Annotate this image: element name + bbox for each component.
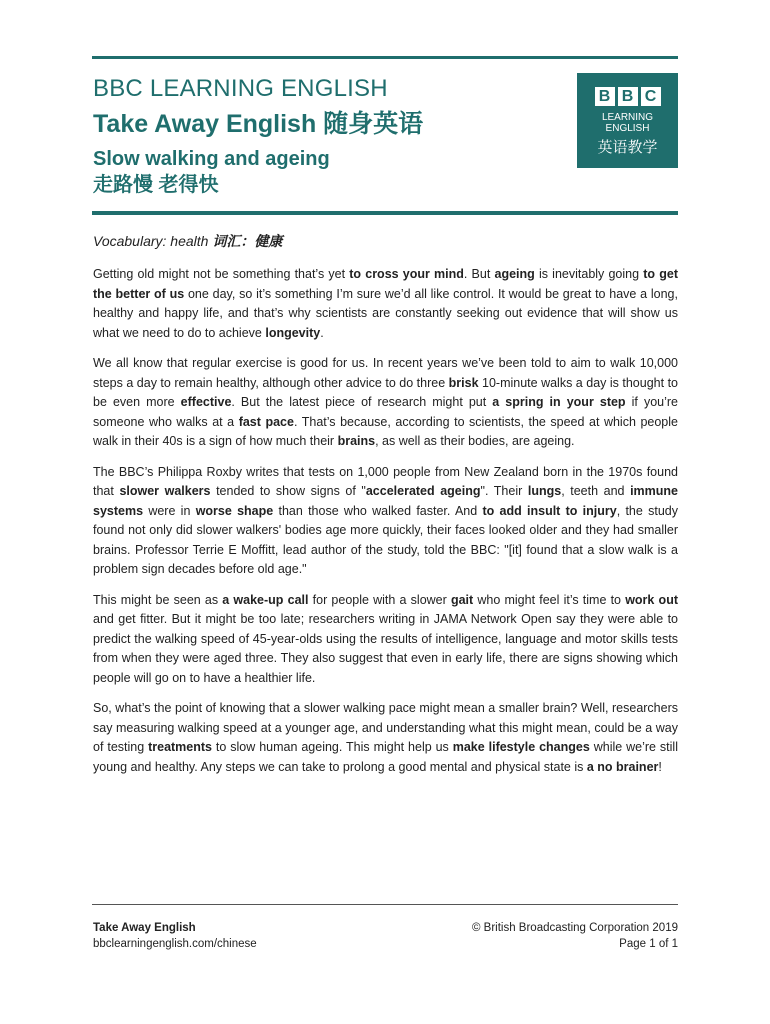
logo-letter: B — [618, 87, 638, 106]
vocabulary-heading — [93, 231, 282, 251]
article-paragraph — [93, 591, 678, 689]
paragraph-text: who might feel it’s time to — [473, 592, 626, 607]
vocabulary-term: accelerated ageing — [365, 484, 481, 498]
vocabulary-term: brains — [337, 434, 376, 448]
vocabulary-term: make lifestyle changes — [452, 740, 590, 754]
footer-right — [472, 920, 678, 952]
episode-title-en: Slow walking and ageing — [93, 148, 330, 170]
paragraph-text: than those who walked faster. And — [273, 503, 483, 518]
vocabulary-term: to get the better of us — [93, 267, 678, 301]
vocabulary-term: slower walkers — [119, 484, 211, 498]
logo-letter: C — [641, 87, 661, 106]
paragraph-text: So, what’s the point of knowing that a slower walking pace might mean a smaller brain? Well, researchers say measuring walking speed at a younger age, and understanding what this might mean, could be a way of testing — [93, 701, 678, 754]
paragraph-text: . But the latest piece of research might put — [231, 395, 493, 409]
paragraph-text: We all know that regular exercise is good for us. In recent years we’ve been told to aim to walk 10,000 steps a day to remain healthy, although other advice to do three — [93, 356, 678, 390]
vocabulary-term: gait — [450, 592, 474, 607]
paragraph-text: to slow human ageing. This might help us — [212, 740, 453, 754]
episode-title-zh: 走路慢 老得快 — [93, 174, 219, 196]
paragraph-text: is inevitably going — [534, 267, 644, 281]
paragraph-text: ! — [658, 759, 662, 774]
vocabulary-term: ageing — [494, 267, 535, 281]
logo-chinese: 英语教学 — [597, 139, 658, 156]
brand-title: BBC LEARNING ENGLISH — [93, 75, 388, 102]
article-body — [93, 265, 678, 788]
vocabulary-term: a wake-up call — [222, 592, 309, 607]
header-rule — [92, 211, 678, 215]
article-paragraph — [93, 699, 678, 777]
footer-page-number: Page 1 of 1 — [619, 938, 678, 950]
paragraph-text: 10-minute walks a day is thought to be even more — [93, 375, 678, 409]
paragraph-text: , teeth and — [561, 484, 631, 498]
footer-title: Take Away English — [93, 922, 196, 934]
logo-letter: B — [595, 87, 615, 106]
paragraph-text: This might be seen as — [93, 592, 223, 607]
paragraph-text: . — [320, 325, 324, 340]
header — [93, 74, 563, 198]
paragraph-text: Getting old might not be something that’s yet — [93, 267, 350, 281]
vocabulary-term: work out — [625, 592, 678, 607]
article-paragraph — [93, 265, 678, 343]
series-title: Take Away English 随身英语 — [93, 110, 424, 138]
article-paragraph — [93, 354, 678, 452]
paragraph-text: if you’re someone who walks at a — [93, 395, 678, 429]
vocabulary-label: Vocabulary: health — [93, 233, 213, 249]
paragraph-text: while we’re still young and healthy. Any steps we can take to prolong a good mental and physical state is — [93, 740, 678, 774]
paragraph-text: one day, so it’s something I’m sure we’d all like control. It would be great to have a long, healthy and happy life, and that’s why scientists are constantly seeking out evidence that will show us what we need to do to achieve — [93, 286, 678, 340]
vocabulary-term: effective — [180, 395, 232, 409]
paragraph-text: , the study found not only did slower walkers' bodies age more quickly, their faces looked older and they had smaller brains. Professor Terrie E Moffitt, lead author of the study, told the BBC: "[it] found that a slow walk is a problem sign decades before old age." — [93, 503, 678, 576]
paragraph-text: . That’s because, according to scientists, the speed at which people walk in their 40s is a sign of how much their — [93, 414, 678, 448]
article-paragraph — [93, 463, 678, 580]
logo-learning: LEARNING — [601, 112, 654, 123]
footer-copyright: © British Broadcasting Corporation 2019 — [471, 922, 678, 934]
vocabulary-term: immune systems — [93, 484, 678, 518]
footer-left — [93, 920, 257, 952]
paragraph-text: were in — [143, 503, 196, 518]
vocabulary-term: to cross your mind — [349, 267, 464, 281]
paragraph-text: ". Their — [480, 484, 528, 498]
vocabulary-term: treatments — [148, 740, 213, 754]
vocabulary-term: fast pace — [238, 414, 294, 429]
bbc-logo — [577, 73, 678, 168]
paragraph-text: tended to show signs of " — [210, 484, 366, 498]
vocabulary-term: to add insult to injury — [482, 503, 617, 518]
vocabulary-term: brisk — [448, 375, 479, 390]
vocabulary-term: worse shape — [195, 503, 274, 518]
vocabulary-term: a no brainer — [586, 759, 659, 774]
vocabulary-term: a spring in your step — [492, 395, 626, 409]
paragraph-text: for people with a slower — [308, 592, 451, 607]
footer-rule — [92, 904, 678, 905]
paragraph-text: , as well as their bodies, are ageing. — [375, 434, 575, 448]
vocabulary-term: longevity — [265, 325, 321, 340]
vocabulary-label-zh: 词汇：健康 — [212, 233, 283, 249]
vocabulary-term: lungs — [527, 484, 562, 498]
bbc-letter-boxes — [577, 87, 678, 106]
top-rule — [92, 56, 678, 59]
footer-site: bbclearningenglish.com/chinese — [93, 938, 257, 950]
paragraph-text: . But — [463, 267, 495, 281]
logo-english: ENGLISH — [605, 123, 650, 134]
paragraph-text: The BBC’s Philippa Roxby writes that tests on 1,000 people from New Zealand born in the 1970s found that — [93, 464, 678, 498]
paragraph-text: and get fitter. But it might be too late; researchers writing in JAMA Network Open say they were able to predict the walking speed of 45-year-olds using the results of intelligence, language and motor skills tests from when they were aged three. They also suggest that even in early life, there are signs showing which people will go on to have a healthier life. — [93, 612, 678, 685]
